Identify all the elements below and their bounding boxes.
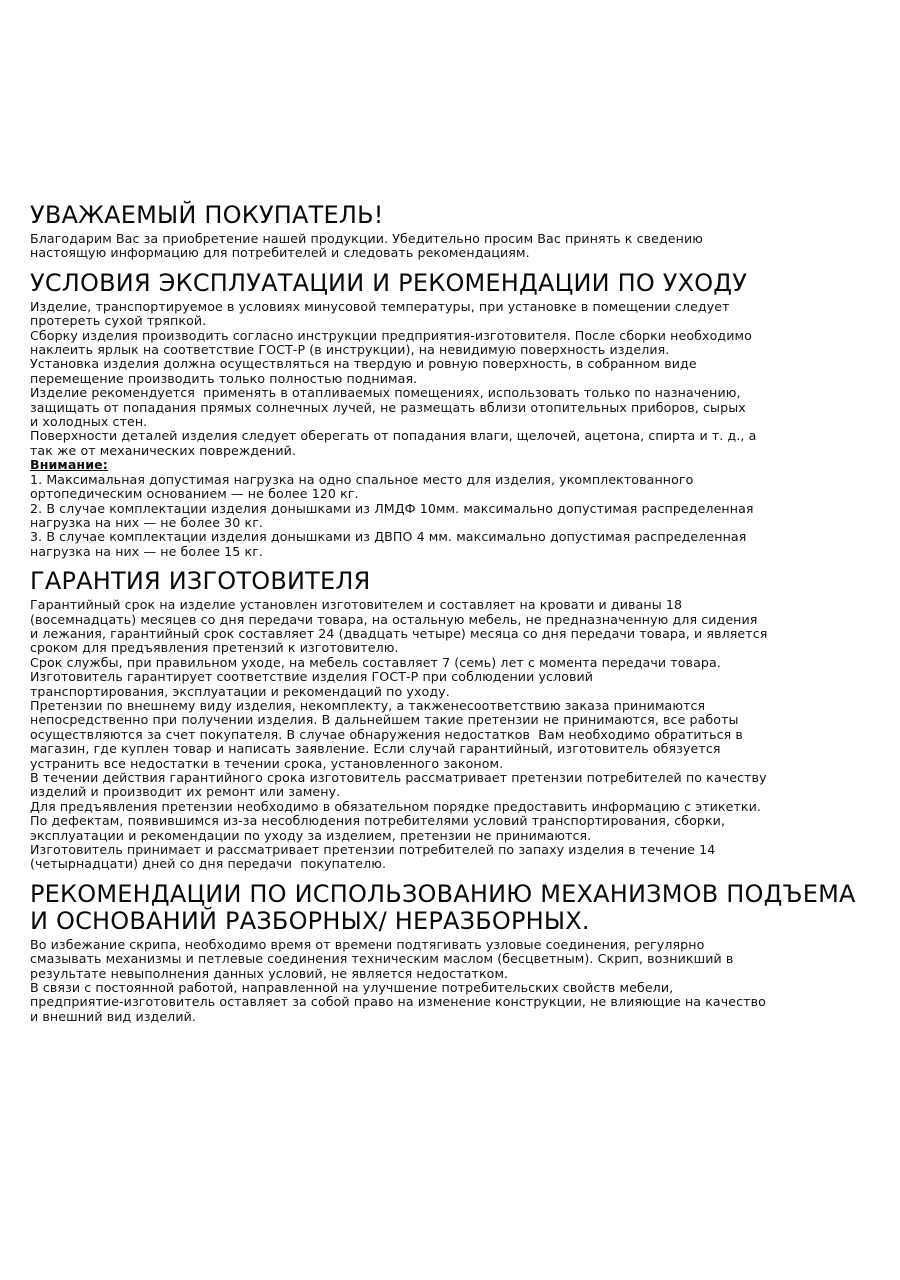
text-line: и лежания, гарантийный срок составляет 24 (двадцать четыре) месяца со дня передачи товара, и является <box>30 625 768 641</box>
section-body <box>30 232 872 261</box>
text-line: результате невыполнения данных условий, не является недостатком. <box>30 965 509 981</box>
text-line: нагрузка на них — не более 15 кг. <box>30 543 264 559</box>
section-lift-mechanisms <box>30 881 872 1024</box>
text-line: Изготовитель гарантирует соответствие изделия ГОСТ-Р при соблюдении условий <box>30 669 594 685</box>
section-body <box>30 938 872 1024</box>
text-line: так же от механических повреждений. <box>30 442 297 458</box>
section-heading: РЕКОМЕНДАЦИИ ПО ИСПОЛЬЗОВАНИЮ МЕХАНИЗМОВ ПОДЪЕМА <box>30 879 856 908</box>
text-line: Установка изделия должна осуществляться на твердую и ровную поверхность, в собранном виде <box>30 356 697 372</box>
section-body <box>30 598 872 872</box>
section-greeting <box>30 202 872 261</box>
text-line: (четырнадцати) дней со дня передачи покупателю. <box>30 856 387 872</box>
text-line: Претензии по внешнему виду изделия, некомплекту, а такженесоответствию заказа принимаются <box>30 697 706 713</box>
text-line: По дефектам, появившимся из-за несоблюдения потребителями условий транспортирования, сборки, <box>30 813 726 829</box>
text-line: осуществляются за счет покупателя. В случае обнаружения недостатков Вам необходимо обратиться в <box>30 726 743 742</box>
section-usage-conditions <box>30 270 872 559</box>
text-line: 3. В случае комплектации изделия донышками из ДВПО 4 мм. максимально допустимая распределенная <box>30 529 747 545</box>
text-line: Поверхности деталей изделия следует оберегать от попадания влаги, щелочей, ацетона, спирта и т. д., а <box>30 428 757 444</box>
text-line: 1. Максимальная допустимая нагрузка на одно спальное место для изделия, укомплектованного <box>30 471 694 487</box>
text-line: непосредственно при получении изделия. В дальнейшем такие претензии не принимаются, все работы <box>30 712 739 728</box>
attention-label: Внимание: <box>30 457 108 473</box>
text-line: смазывать механизмы и петлевые соединения техническим маслом (бесцветным). Скрип, возникший в <box>30 951 734 967</box>
text-line: (восемнадцать) месяцев со дня передачи товара, на остальную мебель, не предназначенную для сидения <box>30 611 758 627</box>
text-line: Изготовитель принимает и рассматривает претензии потребителей по запаху изделия в течение 14 <box>30 842 716 858</box>
text-line: изделий и производит их ремонт или замену. <box>30 784 341 800</box>
section-heading: УВАЖАЕМЫЙ ПОКУПАТЕЛЬ! <box>30 201 384 229</box>
section-heading: И ОСНОВАНИЙ РАЗБОРНЫХ/ НЕРАЗБОРНЫХ. <box>30 906 590 935</box>
text-line: настоящую информацию для потребителей и следовать рекомендациям. <box>30 245 530 261</box>
text-line: устранить все недостатки в течении срока, установленного законом. <box>30 755 504 771</box>
text-line: и холодных стен. <box>30 414 148 430</box>
text-line: 2. В случае комплектации изделия донышками из ЛМДФ 10мм. максимально допустимая распределенная <box>30 500 754 516</box>
text-line: эксплуатации и рекомендации по уходу за изделием, претензии не принимаются. <box>30 827 592 843</box>
section-body <box>30 300 872 559</box>
text-line: Изделие, транспортируемое в условиях минусовой температуры, при установке в помещении следует <box>30 298 730 314</box>
text-line: Гарантийный срок на изделие установлен изготовителем и составляет на кровати и диваны 18 <box>30 597 683 613</box>
text-line: Срок службы, при правильном уходе, на мебель составляет 7 (семь) лет с момента передачи товара. <box>30 654 721 670</box>
text-line: Во избежание скрипа, необходимо время от времени подтягивать узловые соединения, регулярно <box>30 936 705 952</box>
text-line: защищать от попадания прямых солнечных лучей, не размещать вблизи отопительных приборов, сырых <box>30 399 746 415</box>
text-line: Для предъявления претензии необходимо в обязательном порядке предоставить информацию с этикетки. <box>30 798 762 814</box>
section-heading: УСЛОВИЯ ЭКСПЛУАТАЦИИ И РЕКОМЕНДАЦИИ ПО УХОДУ <box>30 268 748 297</box>
section-manufacturer-warranty <box>30 568 872 872</box>
text-line: магазин, где куплен товар и написать заявление. Если случай гарантийный, изготовитель обязуется <box>30 741 721 757</box>
text-line: и внешний вид изделий. <box>30 1008 196 1024</box>
text-line: транспортирования, эксплуатации и рекомендаций по уходу. <box>30 683 450 699</box>
text-line: перемещение производить только полностью поднимая. <box>30 370 418 386</box>
text-line: протереть сухой тряпкой. <box>30 313 207 329</box>
text-line: наклеить ярлык на соответствие ГОСТ-Р (в инструкции), на невидимую поверхность изделия. <box>30 342 670 358</box>
text-line: В течении действия гарантийного срока изготовитель рассматривает претензии потребителей по качеству <box>30 770 767 785</box>
text-line: нагрузка на них — не более 30 кг. <box>30 514 264 530</box>
text-line: В связи с постоянной работой, направленной на улучшение потребительских свойств мебели, <box>30 980 674 996</box>
text-line: Изделие рекомендуется применять в отапливаемых помещениях, использовать только по назначению, <box>30 385 741 401</box>
text-line: предприятие-изготовитель оставляет за собой право на изменение конструкции, не влияющие на качество <box>30 994 766 1010</box>
text-line: сроком для предъявления претензий к изготовителю. <box>30 640 399 656</box>
text-line: ортопедическим основанием — не более 120 кг. <box>30 486 359 502</box>
section-heading: ГАРАНТИЯ ИЗГОТОВИТЕЛЯ <box>30 567 371 596</box>
text-line: Благодарим Вас за приобретение нашей продукции. Убедительно просим Вас принять к сведению <box>30 231 703 246</box>
text-line: Сборку изделия производить согласно инструкции предприятия-изготовителя. После сборки необходимо <box>30 327 752 343</box>
